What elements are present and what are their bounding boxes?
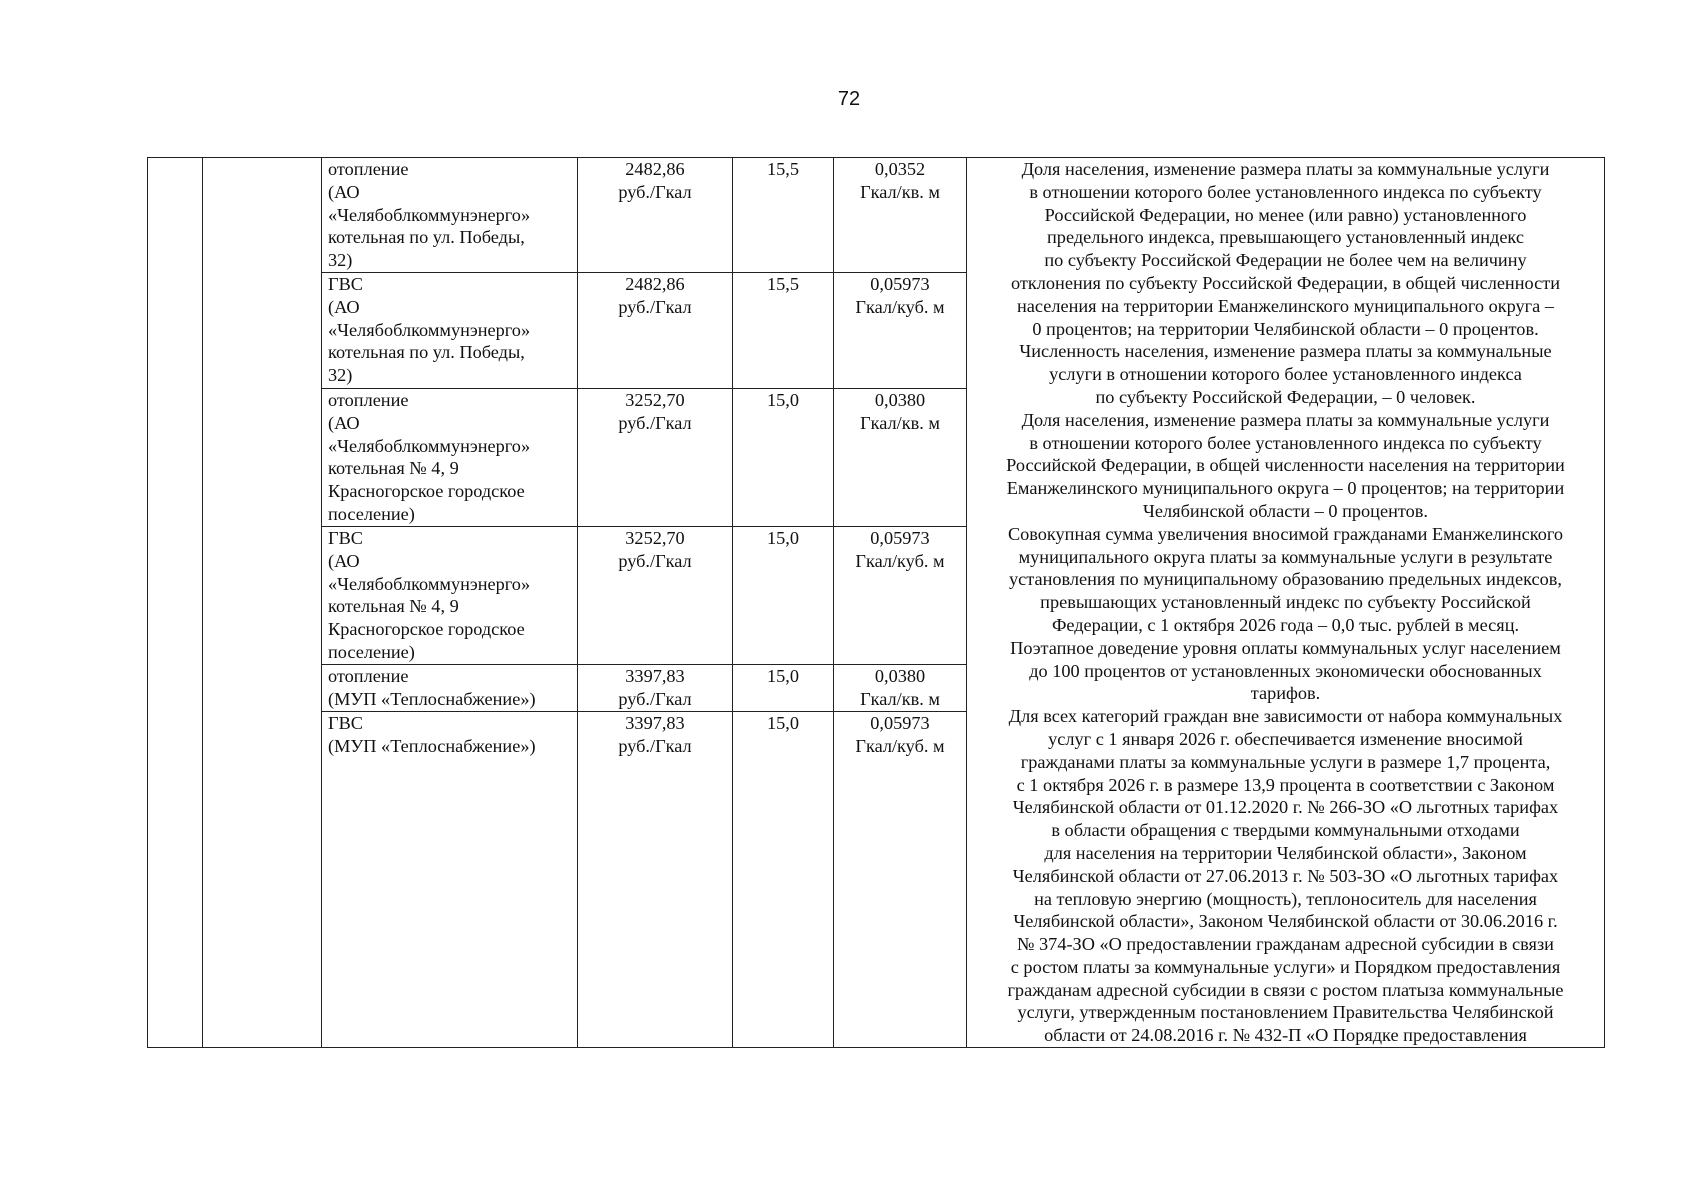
service-cell: ГВС (АО «Челябоблкоммунэнерго» котельная № 4, 9 Красногорское городское поселение) [322,526,578,664]
note-line: услуг с 1 января 2026 г. обеспечивается изменение вносимой [1048,728,1523,749]
note-line: 0 процентов; на территории Челябинской области – 0 процентов. [1032,318,1539,339]
rate-cell: 15,5 [733,158,834,273]
note-line: по субъекту Российской Федерации не более чем на величину [1044,250,1527,271]
tariff-cell: 3252,70 руб./Гкал [578,526,733,664]
note-line: Челябинской области от 27.06.2013 г. № 503-ЗО «О льготных тарифах [1012,865,1559,886]
norm-cell: 0,0380 Гкал/кв. м [834,388,967,526]
note-line: Численность населения, изменение размера платы за коммунальные [1019,341,1552,362]
municipality-cell [203,158,322,1048]
note-line: на тепловую энергию (мощность), теплоноситель для населения [1034,888,1537,909]
note-line: гражданами платы за коммунальные услуги в размере 1,7 процента, [1020,751,1551,772]
note-line: для населения на территории Челябинской области», Законом [1044,842,1527,863]
tariff-cell: 2482,86 руб./Гкал [578,158,733,273]
norm-cell: 0,05973 Гкал/куб. м [834,526,967,664]
note-line: в области обращения с твердыми коммунальными отходами [1051,820,1520,841]
note-line: с 1 октября 2026 г. в размере 13,9 процента в соответствии с Законом [1016,774,1555,795]
tariff-table [147,157,1605,1048]
note-line: Поэтапное доведение уровня оплаты коммунальных услуг населением [1010,637,1561,658]
rate-cell: 15,0 [733,526,834,664]
rate-cell: 15,0 [733,711,834,1047]
note-line: Доля населения, изменение размера платы за коммунальные услуги [1021,409,1550,430]
norm-cell: 0,05973 Гкал/куб. м [834,272,967,388]
note-line: предельного индекса, превышающего установленный индекс [1047,227,1524,248]
note-line: превышающих установленный индекс по субъекту Российской [1040,592,1531,613]
note-line: с ростом платы за коммунальные услуги» и Порядком предоставления [1010,956,1561,977]
note-line: Челябинской области от 01.12.2020 г. № 266-ЗО «О льготных тарифах [1012,797,1559,818]
note-line: № 374-ЗО «О предоставлении гражданам адресной субсидии в связи [1017,934,1554,955]
note-line: в отношении которого более установленного индекса по субъекту [1029,181,1542,202]
service-cell: отопление (АО «Челябоблкоммунэнерго» котельная № 4, 9 Красногорское городское поселение) [322,388,578,526]
note-line: до 100 процентов от установленных экономически обоснованных [1029,660,1542,681]
note-line: Доля населения, изменение размера платы за коммунальные услуги [1021,159,1550,179]
note-cell [967,158,1605,1048]
page-number: 72 [837,88,861,110]
note-line: Челябинской области», Законом Челябинской области от 30.06.2016 г. [1013,911,1558,932]
note-line: Федерации, с 1 октября 2026 года – 0,0 тыс. рублей в месяц. [1051,614,1520,635]
note-line: Российской Федерации, но менее (или равно) установленного [1044,204,1527,225]
note-line: гражданам адресной субсидии в связи с ростом платыза коммунальные [1007,979,1564,1000]
note-line: Для всех категорий граждан вне зависимости от набора коммунальных [1008,706,1563,727]
norm-cell: 0,0352 Гкал/кв. м [834,158,967,273]
norm-cell: 0,0380 Гкал/кв. м [834,664,967,711]
note-line: Российской Федерации, в общей численности населения на территории [1006,455,1565,476]
tariff-cell: 2482,86 руб./Гкал [578,272,733,388]
service-cell: ГВС (МУП «Теплоснабжение») [322,711,578,1047]
note-line: Совокупная сумма увеличения вносимой гражданами Еманжелинского [1007,523,1564,544]
note-line: по субъекту Российской Федерации, – 0 человек. [1095,386,1476,407]
note-line: населения на территории Еманжелинского муниципального округа – [1016,295,1555,316]
table-row [148,158,1605,273]
row-number-cell [148,158,203,1048]
service-cell: ГВС (АО «Челябоблкоммунэнерго» котельная по ул. Победы, 32) [322,272,578,388]
note-line: тарифов. [1250,683,1321,704]
note-line: услуги, утвержденным постановлением Правительства Челябинской [1017,1002,1554,1023]
rate-cell: 15,5 [733,272,834,388]
note-line: области от 24.08.2016 г. № 432-П «О Порядке предоставления [1044,1025,1527,1046]
note-line: отклонения по субъекту Российской Федерации, в общей численности [1011,272,1560,293]
tariff-cell: 3252,70 руб./Гкал [578,388,733,526]
note-line: Челябинской области – 0 процентов. [1143,500,1428,521]
note-line: услуги в отношении которого более установленного индекса [1049,364,1522,385]
rate-cell: 15,0 [733,664,834,711]
tariff-cell: 3397,83 руб./Гкал [578,711,733,1047]
norm-cell: 0,05973 Гкал/куб. м [834,711,967,1047]
tariff-cell: 3397,83 руб./Гкал [578,664,733,711]
note-line: в отношении которого более установленного индекса по субъекту [1029,432,1542,453]
note-line: муниципального округа платы за коммунальные услуги в результате [1018,546,1553,567]
note-line: Еманжелинского муниципального округа – 0 процентов; на территории [1006,478,1565,499]
service-cell: отопление (АО «Челябоблкоммунэнерго» котельная по ул. Победы, 32) [322,158,578,273]
note-line: установления по муниципальному образованию предельных индексов, [1009,569,1562,590]
service-cell: отопление (МУП «Теплоснабжение») [322,664,578,711]
rate-cell: 15,0 [733,388,834,526]
